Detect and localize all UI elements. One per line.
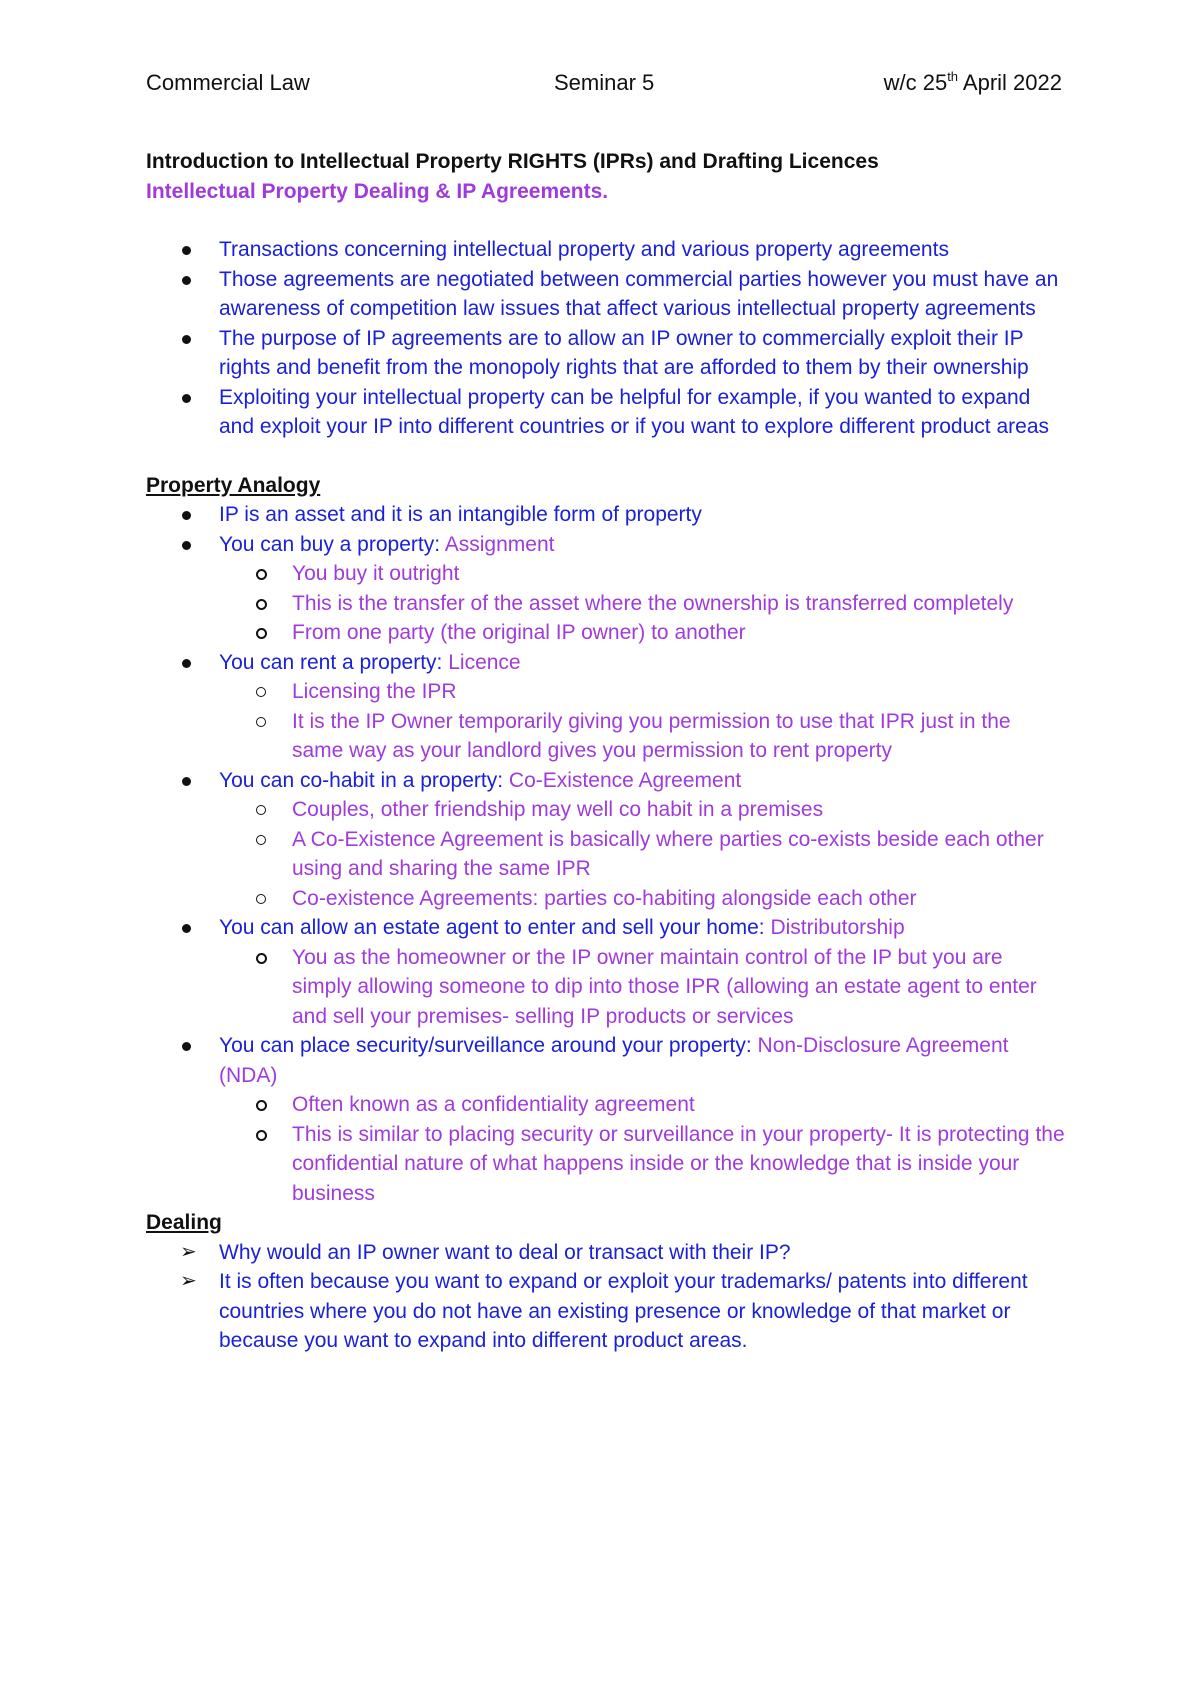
- bullet-icon: [182, 777, 191, 786]
- header-course: Commercial Law: [146, 70, 310, 95]
- sub-list-item-text: You as the homeowner or the IP owner maintain control of the IP but you are simply allowing someone to dip into those IPR (allowing an estate agent to enter and sell your premises- selling IP products or services: [292, 945, 1037, 1028]
- list-item-text: You can place security/surveillance around your property:: [219, 1034, 758, 1057]
- coexistence-sub-list: [146, 795, 1066, 913]
- bullet-icon: [182, 659, 191, 668]
- list-item-text: You can allow an estate agent to enter and sell your home:: [219, 916, 771, 939]
- property-analogy-list-cont: [146, 648, 1066, 678]
- circle-bullet-icon: [256, 717, 266, 727]
- property-analogy-list-cont: [146, 1031, 1066, 1090]
- list-item-text: You can buy a property:: [219, 532, 445, 556]
- sub-list-item-text: From one party (the original IP owner) to another: [292, 621, 746, 644]
- document-title: Introduction to Intellectual Property RIGHTS (IPRs) and Drafting Licences: [146, 150, 879, 173]
- list-item: [146, 324, 1066, 383]
- list-item-text: You can co-habit in a property:: [219, 768, 509, 792]
- sub-list-item: [146, 795, 1066, 825]
- circle-bullet-icon: [256, 628, 267, 639]
- list-item-text: The purpose of IP agreements are to allow an IP owner to commercially exploit their IP rights and benefit from the monopoly rights that are afforded to them by their ownership: [219, 326, 1029, 379]
- sub-list-item: [146, 884, 1066, 914]
- circle-bullet-icon: [256, 569, 267, 580]
- page-header: [146, 70, 1062, 102]
- list-item: [146, 1031, 1066, 1090]
- sub-list-item-text: Co-existence Agreements: parties co-habiting alongside each other: [292, 886, 917, 910]
- list-item-term: Distributorship: [770, 916, 905, 939]
- list-item-term: Licence: [448, 650, 521, 674]
- sub-list-item-text: This is the transfer of the asset where the ownership is transferred completely: [292, 591, 1014, 615]
- sub-list-item-text: You buy it outright: [292, 562, 460, 585]
- licence-sub-list: [146, 677, 1066, 766]
- bullet-icon: [182, 335, 191, 344]
- list-item: [146, 766, 1066, 796]
- list-item: [146, 383, 1066, 442]
- list-item-text: Transactions concerning intellectual property and various property agreements: [219, 238, 949, 261]
- circle-bullet-icon: [256, 687, 266, 697]
- sub-list-item: [146, 618, 1066, 648]
- sub-list-item: [146, 559, 1066, 589]
- circle-bullet-icon: [256, 1100, 267, 1111]
- list-item-text: IP is an asset and it is an intangible form of property: [219, 503, 702, 526]
- circle-bullet-icon: [256, 894, 266, 904]
- sub-list-item-text: Couples, other friendship may well co habit in a premises: [292, 798, 824, 821]
- list-item-text: It is often because you want to expand or exploit your trademarks/ patents into different countries where you do not have an existing presence or knowledge of that market or because you want to expand into different product areas.: [219, 1270, 1028, 1352]
- section-heading-dealing: Dealing: [146, 1211, 222, 1234]
- section-heading-property-analogy: Property Analogy: [146, 473, 321, 497]
- header-date-suffix: April 2022: [958, 70, 1062, 95]
- sub-list-item: [146, 825, 1066, 884]
- nda-sub-list: [146, 1090, 1066, 1208]
- list-item-term: Co-Existence Agreement: [508, 768, 742, 792]
- document-subtitle: Intellectual Property Dealing & IP Agreements.: [146, 179, 609, 203]
- sub-list-item: [146, 677, 1066, 707]
- circle-bullet-icon: [256, 1130, 267, 1141]
- sub-list-item: [146, 589, 1066, 619]
- property-analogy-list-cont: [146, 766, 1066, 796]
- arrowhead-bullet-icon: ➢: [180, 1240, 197, 1263]
- circle-bullet-icon: [256, 835, 266, 845]
- assignment-sub-list: [146, 559, 1066, 648]
- distributorship-sub-list: [146, 943, 1066, 1032]
- list-item-text: Exploiting your intellectual property can be helpful for example, if you wanted to expand and exploit your IP into different countries or if you want to explore different product areas: [219, 385, 1049, 438]
- property-analogy-list: [146, 500, 1066, 559]
- intro-bullet-list: [146, 235, 1066, 442]
- circle-bullet-icon: [256, 805, 266, 815]
- circle-bullet-icon: [256, 953, 267, 964]
- sub-list-item: [146, 943, 1066, 1032]
- dealing-list: [146, 1238, 1066, 1356]
- list-item-text: Those agreements are negotiated between commercial parties however you must have an awareness of competition law issues that affect various intellectual property agreements: [219, 267, 1059, 320]
- header-date-sup: th: [947, 69, 959, 84]
- property-analogy-list-cont: [146, 913, 1066, 943]
- bullet-icon: [182, 394, 191, 403]
- list-item-term: Assignment: [444, 532, 555, 556]
- sub-list-item-text: A Co-Existence Agreement is basically where parties co-exists beside each other using and sharing the same IPR: [292, 827, 1044, 880]
- list-item-text: You can rent a property:: [219, 650, 449, 674]
- sub-list-item: [146, 707, 1066, 766]
- list-item: [146, 500, 1066, 530]
- bullet-icon: [182, 541, 191, 550]
- list-item: [146, 1238, 1066, 1268]
- sub-list-item: [146, 1120, 1066, 1209]
- bullet-icon: [182, 276, 191, 285]
- sub-list-item-text: Licensing the IPR: [292, 680, 457, 703]
- sub-list-item-text: It is the IP Owner temporarily giving you permission to use that IPR just in the same way as your landlord gives you permission to rent property: [292, 709, 1011, 762]
- bullet-icon: [182, 924, 191, 933]
- header-date: [884, 70, 1062, 96]
- bullet-icon: [182, 246, 191, 255]
- list-item-text: Why would an IP owner want to deal or transact with their IP?: [219, 1240, 791, 1264]
- document-body: [146, 147, 1066, 1356]
- sub-list-item: [146, 1090, 1066, 1120]
- list-item: [146, 235, 1066, 265]
- list-item: [146, 913, 1066, 943]
- list-item-term: Non-Disclosure Agreement (NDA): [219, 1034, 1009, 1087]
- bullet-icon: [182, 1042, 191, 1051]
- header-date-prefix: w/c 25: [883, 70, 948, 95]
- sub-list-item-text: This is similar to placing security or surveillance in your property- It is protecting the confidential nature of what happens inside or the knowledge that is inside your business: [292, 1122, 1065, 1205]
- sub-list-item-text: Often known as a confidentiality agreement: [292, 1093, 695, 1116]
- arrowhead-bullet-icon: ➢: [180, 1270, 197, 1292]
- list-item: [146, 648, 1066, 678]
- list-item: [146, 265, 1066, 324]
- list-item: [146, 530, 1066, 560]
- bullet-icon: [182, 511, 191, 520]
- list-item: [146, 1267, 1066, 1356]
- header-seminar: Seminar 5: [554, 70, 655, 95]
- circle-bullet-icon: [256, 599, 267, 610]
